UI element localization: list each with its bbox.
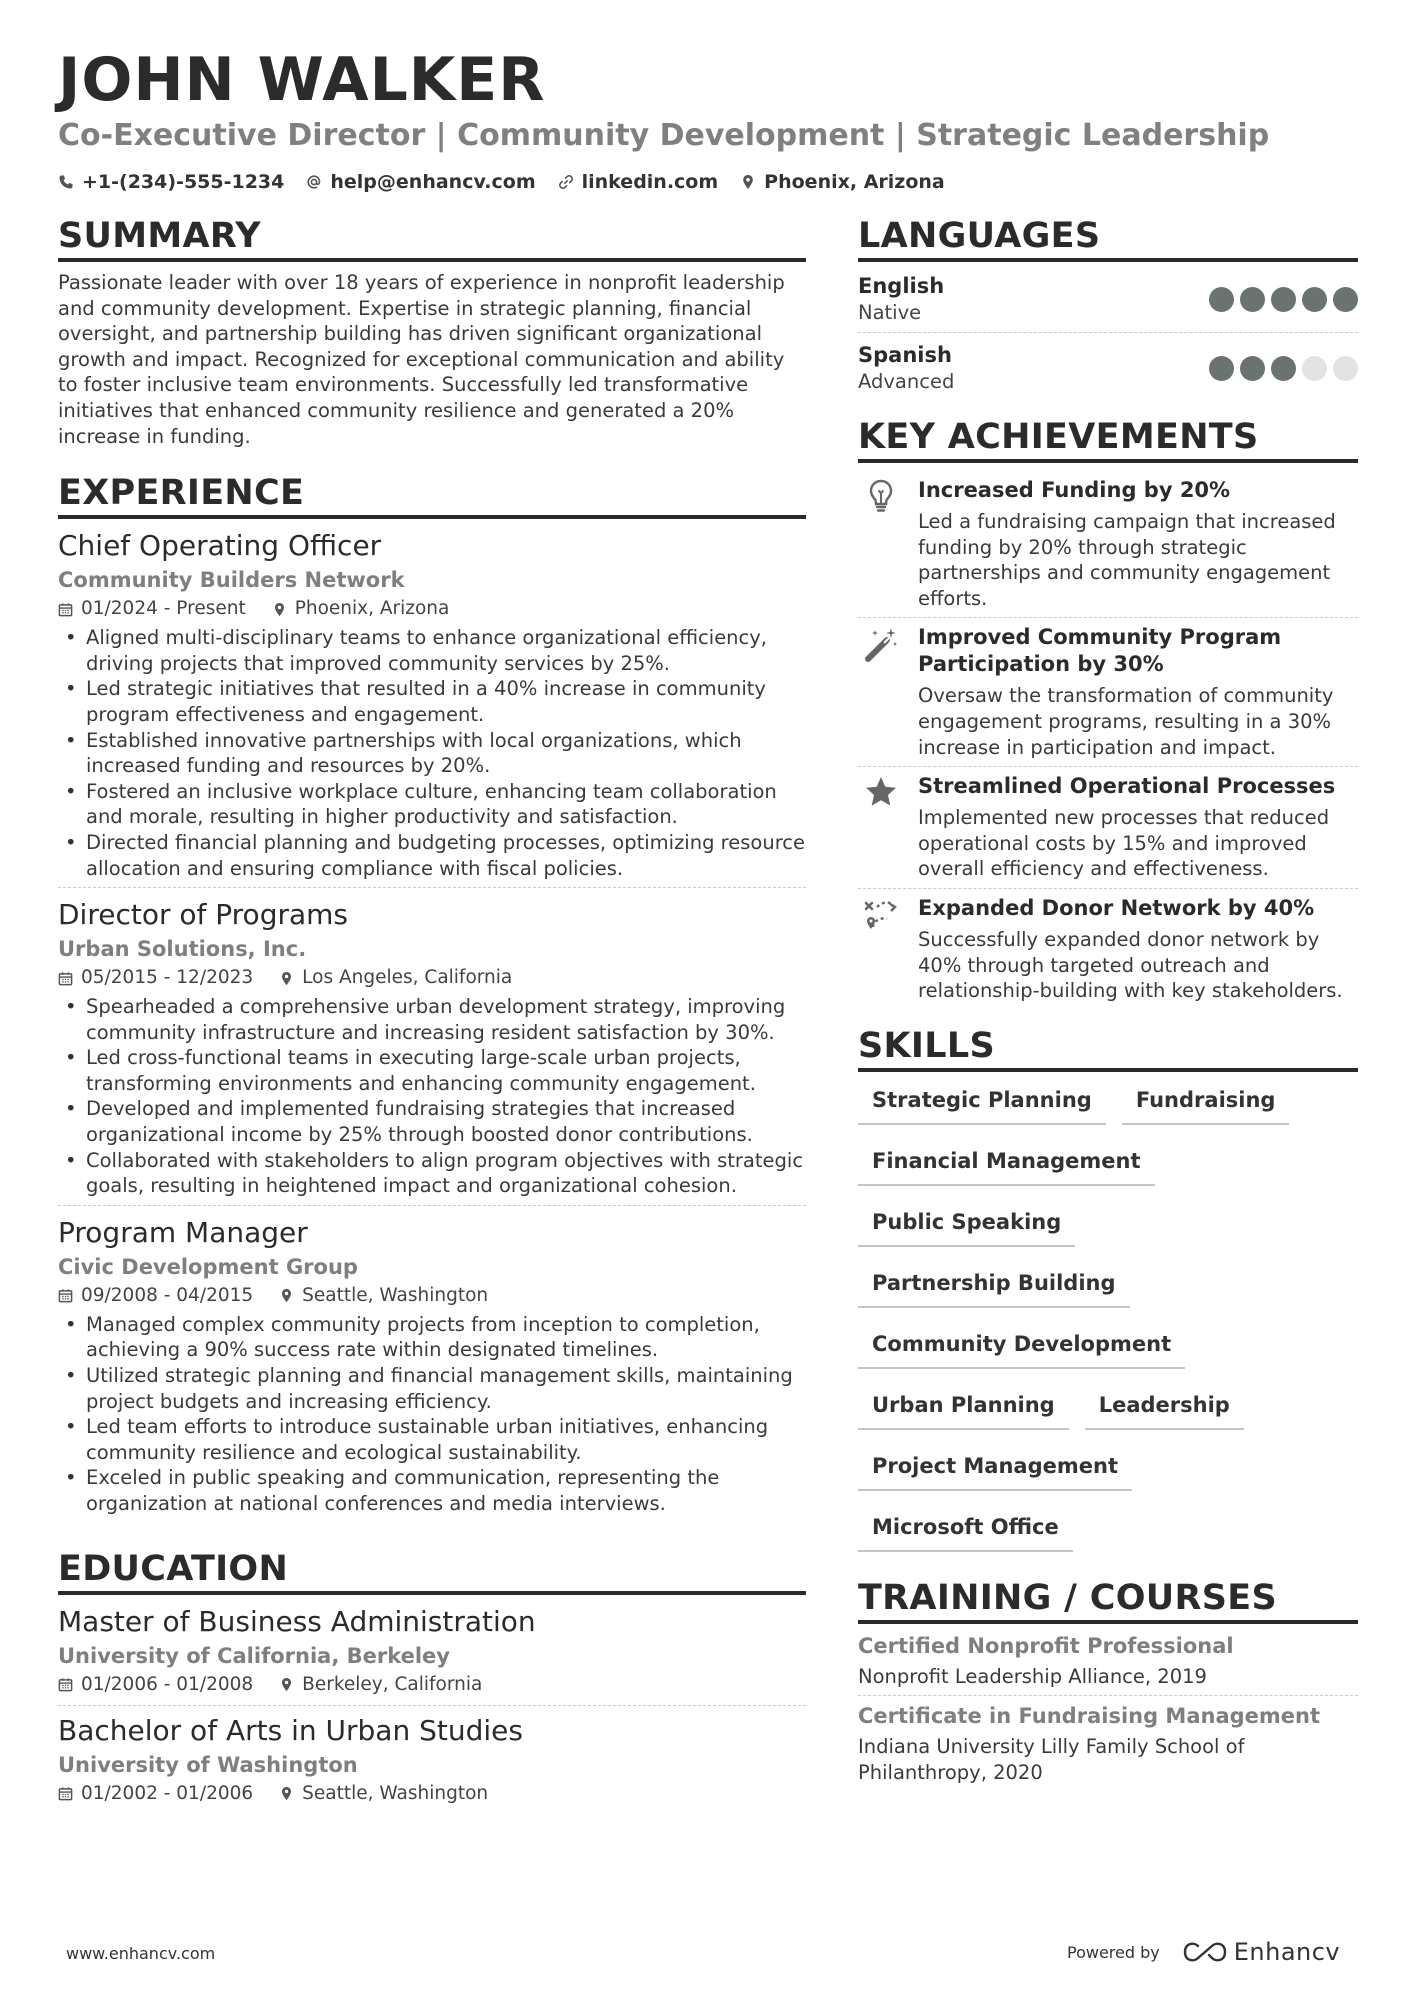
education-dates <box>58 1671 253 1699</box>
phone-icon <box>58 174 74 190</box>
calendar-icon <box>58 602 73 617</box>
calendar-icon <box>58 1677 73 1692</box>
job-location <box>279 1282 488 1310</box>
skill-tag: Urban Planning <box>858 1387 1069 1430</box>
contact-location <box>740 170 945 194</box>
bullet-item: • Led team efforts to introduce sustainable urban initiatives, enhancing community resilience and ecological sustainability. <box>58 1414 806 1465</box>
link-icon <box>558 174 574 190</box>
skill-tag: Fundraising <box>1122 1082 1290 1125</box>
achievement-title: Streamlined Operational Processes <box>918 774 1336 799</box>
job-meta <box>58 1282 806 1310</box>
contact-linkedin[interactable] <box>558 170 719 194</box>
degree-title: Bachelor of Arts in Urban Studies <box>58 1713 523 1747</box>
powered-by-label: Powered by <box>1067 1942 1160 1962</box>
job-meta <box>58 595 806 623</box>
job-dates <box>58 964 253 992</box>
training-heading: TRAINING / COURSES <box>858 1576 1358 1624</box>
achievement-entry <box>858 889 1358 1010</box>
job-location <box>272 595 450 623</box>
skill-tag: Strategic Planning <box>858 1082 1106 1125</box>
company-name: Urban Solutions, Inc. <box>58 937 307 962</box>
company-name: Civic Development Group <box>58 1254 358 1279</box>
calendar-icon <box>58 1786 73 1801</box>
brand-name: Enhancv <box>1233 1938 1341 1966</box>
job-dates <box>58 1282 253 1310</box>
footer-branding <box>1067 1938 1340 1966</box>
skill-tag: Community Development <box>858 1326 1185 1369</box>
language-rating <box>1209 356 1358 381</box>
job-bullets <box>58 1312 806 1517</box>
location-icon <box>279 1677 294 1692</box>
candidate-name: JOHN WALKER <box>58 45 546 115</box>
bullet-item: • Developed and implemented fundraising strategies that increased organizational income by 25% through boosted donor contributions. <box>58 1096 806 1147</box>
rating-dot-empty <box>1302 356 1327 381</box>
bullet-item: • Collaborated with stakeholders to align program objectives with strategic goals, resulting in heightened impact and organizational cohesion. <box>58 1148 806 1199</box>
education-location <box>279 1780 488 1808</box>
language-name: English <box>858 274 945 298</box>
achievement-title: Expanded Donor Network by 40% <box>918 895 1315 920</box>
skill-tag: Microsoft Office <box>858 1509 1073 1552</box>
achievement-title: Improved Community Program Participation by 30% <box>918 625 1282 677</box>
left-column <box>58 214 806 1820</box>
location-icon <box>279 1786 294 1801</box>
education-location <box>279 1671 482 1699</box>
job-title: Director of Programs <box>58 898 348 932</box>
rating-dot-empty <box>1333 356 1358 381</box>
skill-tag: Financial Management <box>858 1143 1155 1186</box>
contact-linkedin-text: linkedin.com <box>581 171 719 193</box>
education-entry <box>58 1712 806 1814</box>
bullet-item: • Managed complex community projects from inception to completion, achieving a 90% success rate within designated timelines. <box>58 1312 806 1363</box>
skill-tag: Project Management <box>858 1448 1132 1491</box>
job-dates-text: 09/2008 - 04/2015 <box>81 1284 254 1306</box>
contact-phone-text: +1-(234)-555-1234 <box>82 171 285 193</box>
contact-bar <box>58 170 945 194</box>
skill-tag: Leadership <box>1085 1387 1244 1430</box>
bullet-item: • Directed financial planning and budgeting processes, optimizing resource allocation and ensuring compliance with fiscal policies. <box>58 830 806 881</box>
rating-dot-filled <box>1240 356 1265 381</box>
headline: Co-Executive Director | Community Development | Strategic Leadership <box>58 118 1270 153</box>
skills-heading: SKILLS <box>858 1024 1358 1072</box>
achievement-title: Increased Funding by 20% <box>918 478 1231 502</box>
rating-dot-filled <box>1209 356 1234 381</box>
job-location <box>279 964 512 992</box>
bullet-item: • Established innovative partnerships with local organizations, which increased funding and resources by 20%. <box>58 728 806 779</box>
contact-email[interactable] <box>306 170 535 194</box>
contact-email-text: help@enhancv.com <box>330 171 536 193</box>
education-location-text: Seattle, Washington <box>302 1782 489 1804</box>
language-entry <box>858 339 1358 401</box>
course-description: Nonprofit Leadership Alliance, 2019 <box>858 1664 1207 1688</box>
calendar-icon <box>58 971 73 986</box>
achievement-entry <box>858 618 1358 767</box>
rating-dot-filled <box>1271 356 1296 381</box>
course-entry <box>858 1632 1358 1697</box>
star-icon <box>864 775 898 809</box>
language-level: Native <box>858 301 922 324</box>
job-bullets <box>58 625 806 881</box>
degree-title: Master of Business Administration <box>58 1604 536 1638</box>
bullet-item: • Spearheaded a comprehensive urban development strategy, improving community infrastructure and increasing resident satisfaction by 30%. <box>58 994 806 1045</box>
language-name: Spanish <box>858 343 952 367</box>
skill-tag: Partnership Building <box>858 1265 1130 1308</box>
enhancv-logo-icon <box>1182 1940 1228 1964</box>
company-name: Community Builders Network <box>58 568 405 593</box>
achievement-description: Implemented new processes that reduced operational costs by 15% and improved overall efficiency and effectiveness. <box>918 806 1330 881</box>
summary-heading: SUMMARY <box>58 214 806 262</box>
achievement-description: Led a fundraising campaign that increased funding by 20% through strategic partnerships and community engagement efforts. <box>918 510 1336 610</box>
education-location-text: Berkeley, California <box>302 1673 483 1695</box>
achievements-heading: KEY ACHIEVEMENTS <box>858 415 1358 463</box>
bullet-item: • Utilized strategic planning and financial management skills, maintaining project budgets and increasing efficiency. <box>58 1363 806 1414</box>
language-entry <box>858 270 1358 333</box>
bullet-item: • Exceled in public speaking and communication, representing the organization at national conferences and media interviews. <box>58 1465 806 1516</box>
job-location-text: Los Angeles, California <box>302 967 513 989</box>
bullet-item: • Aligned multi-disciplinary teams to enhance organizational efficiency, driving projects that improved community services by 25%. <box>58 625 806 676</box>
job-location-text: Phoenix, Arizona <box>294 598 450 620</box>
education-meta <box>58 1780 806 1808</box>
language-rating <box>1209 287 1358 312</box>
contact-location-text: Phoenix, Arizona <box>764 171 945 193</box>
achievement-entry <box>858 471 1358 618</box>
achievement-entry <box>858 767 1358 889</box>
course-title: Certified Nonprofit Professional <box>858 1633 1234 1658</box>
footer-website[interactable]: www.enhancv.com <box>66 1944 216 1963</box>
skill-tag: Public Speaking <box>858 1204 1075 1247</box>
right-column <box>858 214 1358 1798</box>
job-title: Program Manager <box>58 1215 308 1249</box>
rating-dot-filled <box>1209 287 1234 312</box>
experience-entry <box>58 1214 806 1523</box>
education-entry <box>58 1603 806 1706</box>
course-entry <box>858 1702 1358 1791</box>
bullet-item: • Led cross-functional teams in executing large-scale urban projects, transforming environments and enhancing community engagement. <box>58 1045 806 1096</box>
job-title: Chief Operating Officer <box>58 529 382 563</box>
location-icon <box>279 1288 294 1303</box>
education-dates <box>58 1780 253 1808</box>
education-meta <box>58 1671 806 1699</box>
route-icon <box>863 897 899 931</box>
rating-dot-filled <box>1271 287 1296 312</box>
course-title: Certificate in Fundraising Management <box>858 1704 1321 1729</box>
at-icon <box>306 174 322 190</box>
achievement-description: Oversaw the transformation of community engagement programs, resulting in a 30% increase in participation and impact. <box>918 684 1334 759</box>
location-icon <box>740 174 756 190</box>
rating-dot-filled <box>1333 287 1358 312</box>
school-name: University of Washington <box>58 1752 358 1777</box>
magic-wand-icon <box>863 626 899 662</box>
job-dates <box>58 595 246 623</box>
contact-phone[interactable] <box>58 170 284 194</box>
education-dates-text: 01/2006 - 01/2008 <box>81 1673 254 1695</box>
location-icon <box>279 971 294 986</box>
achievement-description: Successfully expanded donor network by 40% through targeted outreach and relationship-building with key stakeholders. <box>918 927 1343 1003</box>
job-meta <box>58 964 806 992</box>
location-icon <box>272 602 287 617</box>
skills-list <box>858 1082 1358 1552</box>
bullet-item: • Fostered an inclusive workplace culture, enhancing team collaboration and morale, resulting in higher productivity and satisfaction. <box>58 779 806 830</box>
summary-text: Passionate leader with over 18 years of experience in nonprofit leadership and community development. Expertise in strategic planning, financial oversight, and partnership building has driven significant organizational growth and impact. Recognized for exceptional communication and ability to foster inclusive team environments. Successfully led transformative initiatives that enhanced community resilience and generated a 20% increase in funding. <box>58 271 785 448</box>
job-dates-text: 05/2015 - 12/2023 <box>81 967 254 989</box>
experience-entry <box>58 527 806 888</box>
education-heading: EDUCATION <box>58 1547 806 1595</box>
experience-heading: EXPERIENCE <box>58 471 806 519</box>
course-description: Indiana University Lilly Family School of Philanthropy, 2020 <box>858 1735 1245 1784</box>
education-dates-text: 01/2002 - 01/2006 <box>81 1782 254 1804</box>
brand-logo[interactable] <box>1182 1938 1340 1966</box>
school-name: University of California, Berkeley <box>58 1643 450 1668</box>
lightbulb-icon <box>868 479 894 513</box>
bullet-item: • Led strategic initiatives that resulted in a 40% increase in community program effectiveness and engagement. <box>58 676 806 727</box>
job-dates-text: 01/2024 - Present <box>81 598 246 620</box>
rating-dot-filled <box>1302 287 1327 312</box>
language-level: Advanced <box>858 370 955 393</box>
experience-entry <box>58 896 806 1206</box>
job-bullets <box>58 994 806 1199</box>
languages-heading: LANGUAGES <box>858 214 1358 262</box>
job-location-text: Seattle, Washington <box>302 1284 489 1306</box>
rating-dot-filled <box>1240 287 1265 312</box>
calendar-icon <box>58 1288 73 1303</box>
